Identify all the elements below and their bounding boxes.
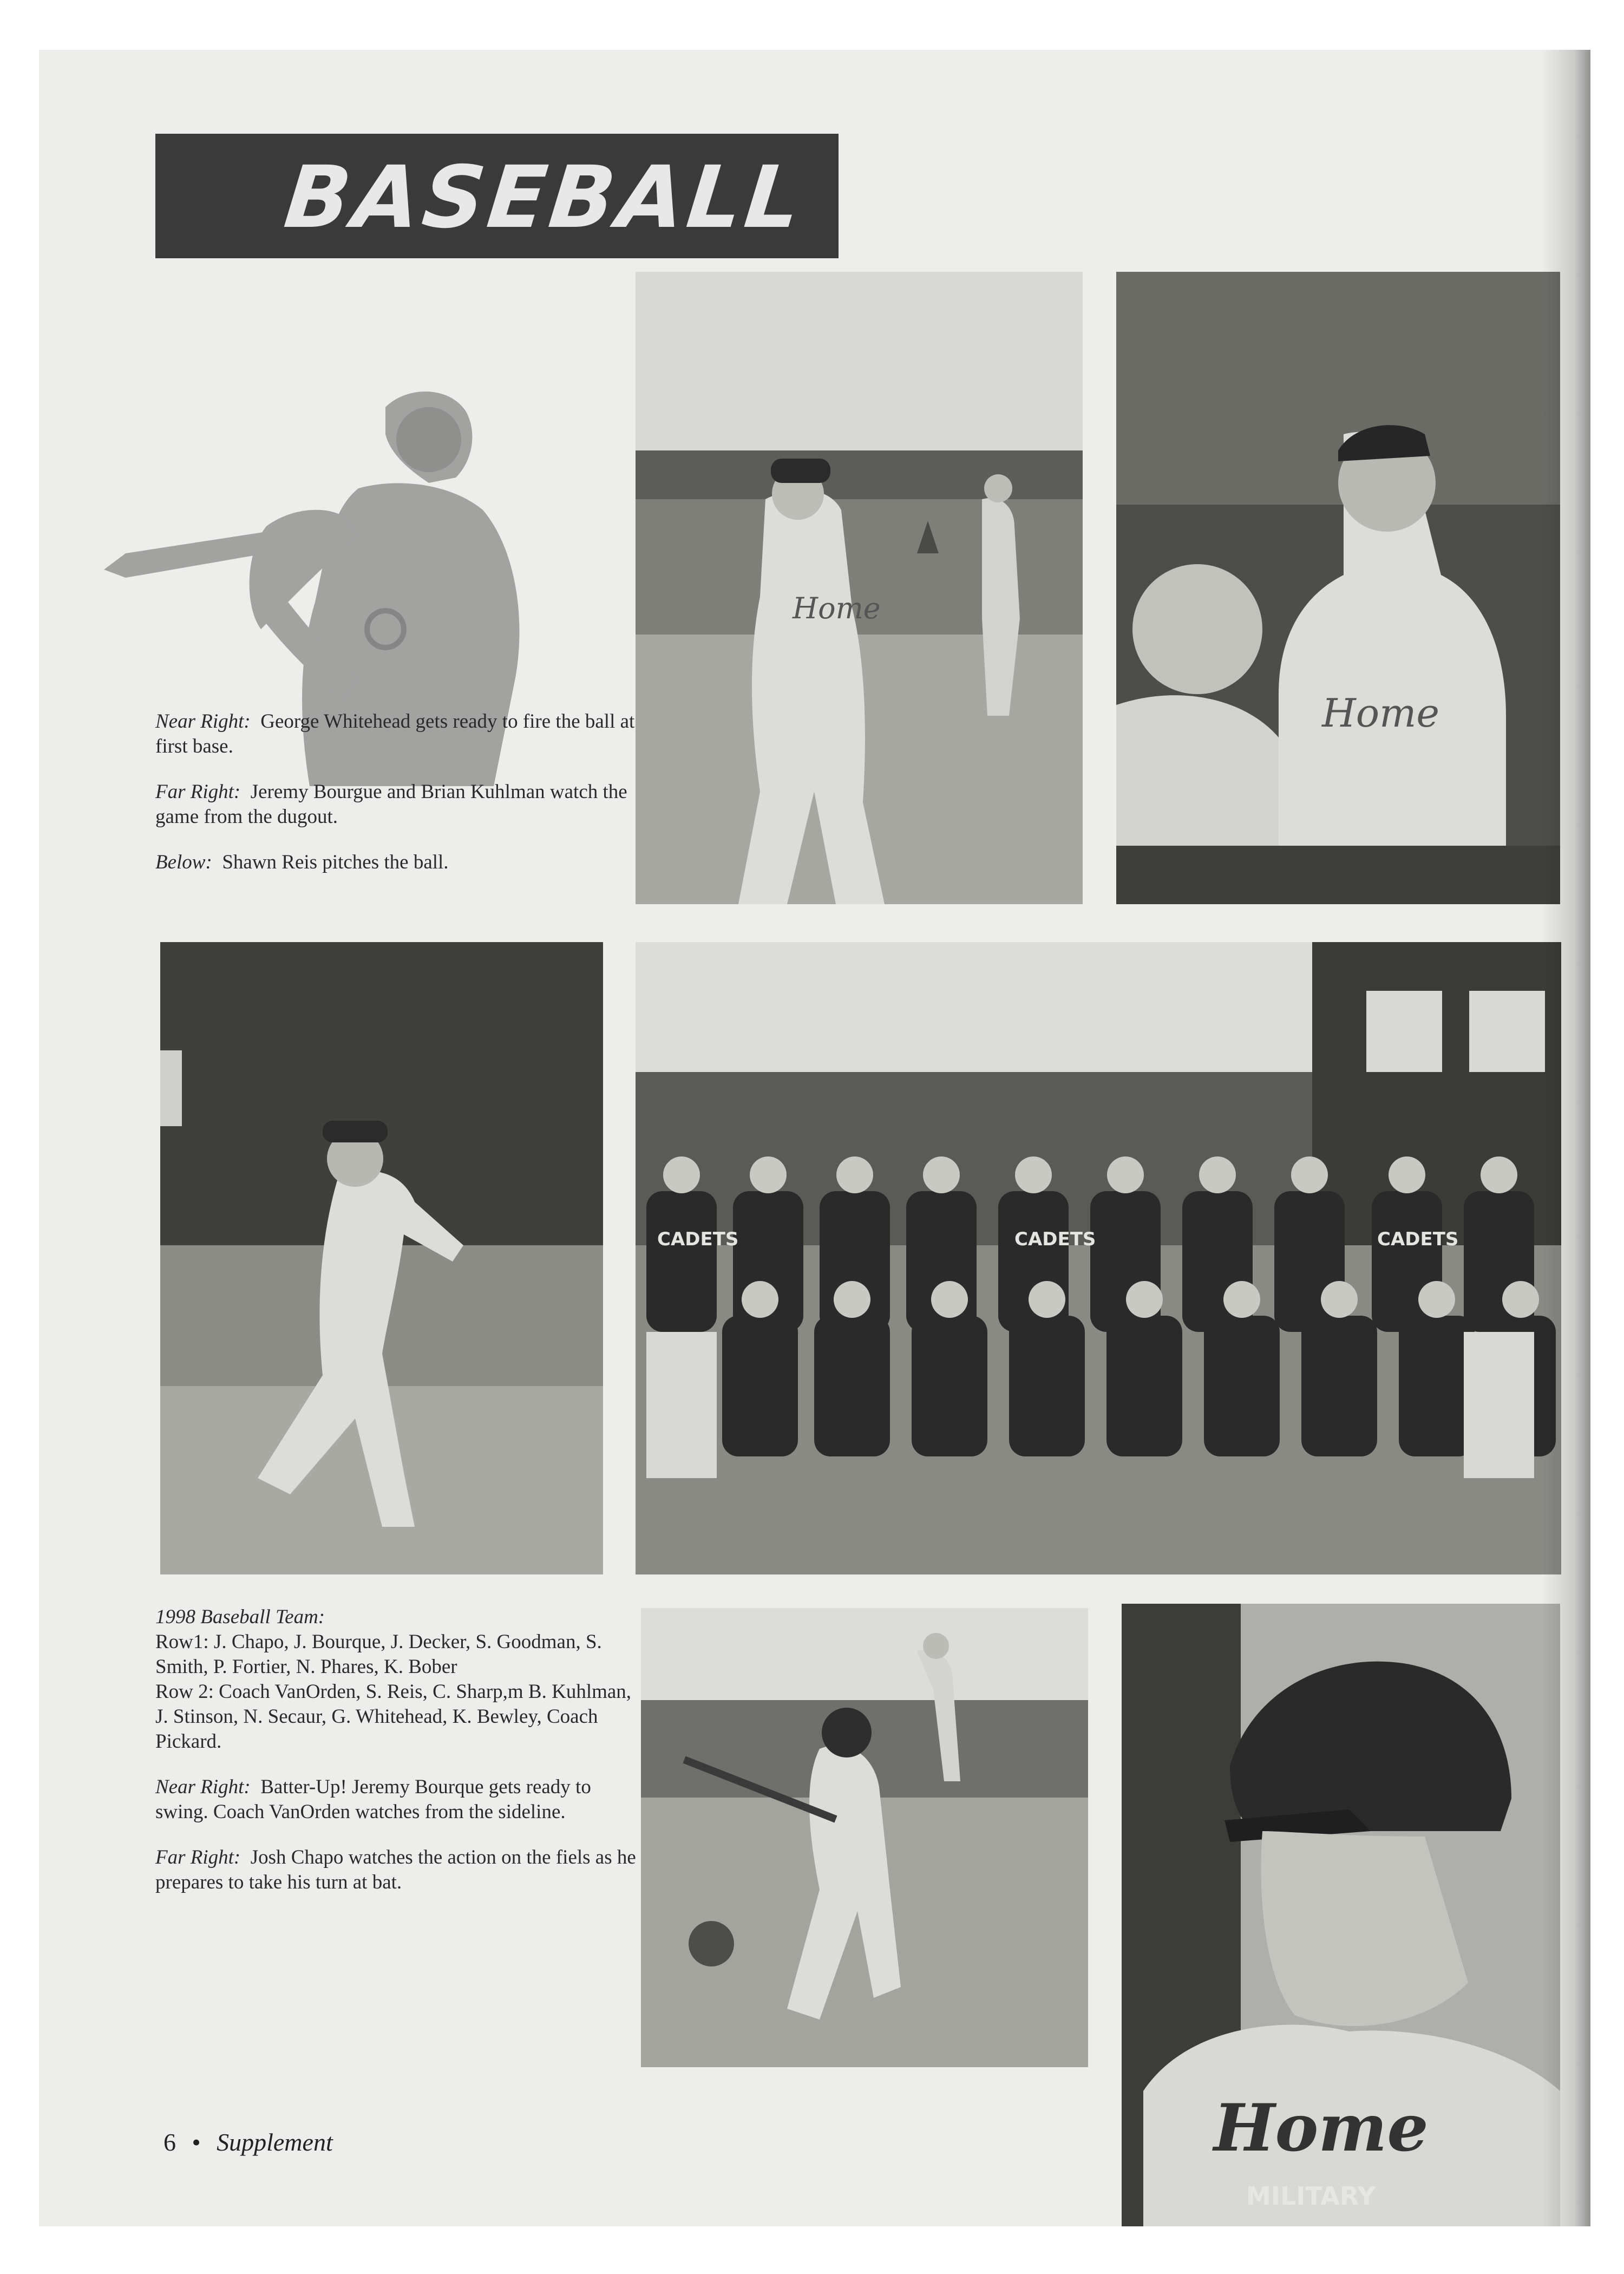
caption-below: Below: Shawn Reis pitches the ball. bbox=[155, 851, 449, 873]
jersey-text-cadets-3: CADETS bbox=[1377, 1229, 1459, 1250]
photo-dugout bbox=[1116, 272, 1560, 904]
caption-batter-near-right: Near Right: Batter-Up! Jeremy Bourque gets ready to swing. Coach VanOrden watches from the sideline. bbox=[155, 1776, 591, 1823]
caption-block-top bbox=[155, 709, 643, 896]
section-title: BASEBALL bbox=[280, 148, 809, 247]
jersey-text-cadets: CADETS bbox=[657, 1229, 739, 1250]
photo-pitcher bbox=[160, 942, 603, 1574]
photo-team bbox=[636, 942, 1561, 1574]
team-caption-heading: 1998 Baseball Team: bbox=[155, 1606, 325, 1628]
page-number: 6 bbox=[163, 2128, 176, 2156]
photo-player-helmet bbox=[1122, 1604, 1560, 2226]
caption-near-right: Near Right: George Whitehead gets ready to fire the ball at first base. bbox=[155, 710, 635, 757]
jersey-text-military: MILITARY bbox=[1246, 2181, 1376, 2211]
team-caption-row2: Row 2: Coach VanOrden, S. Reis, C. Sharp,m B. Kuhlman, J. Stinson, N. Secaur, G. Whitehead, K. Bewley, Coach Pickard. bbox=[155, 1681, 632, 1753]
jersey-text-cadets-2: CADETS bbox=[1014, 1229, 1096, 1250]
footer-separator: • bbox=[192, 2128, 201, 2156]
section-title-banner bbox=[155, 134, 839, 258]
jersey-text-home-helmet: Home bbox=[1214, 2090, 1429, 2166]
team-caption-row1: Row1: J. Chapo, J. Bourque, J. Decker, S. Goodman, S. Smith, P. Fortier, N. Phares, K. Bober bbox=[155, 1631, 602, 1678]
caption-far-right: Far Right: Jeremy Bourgue and Brian Kuhlman watch the game from the dugout. bbox=[155, 781, 627, 828]
page-footer bbox=[163, 2128, 333, 2157]
jersey-text-home: Home bbox=[793, 591, 881, 625]
caption-batter-far-right: Far Right: Josh Chapo watches the action on the fiels as he prepares to take his turn at bat. bbox=[155, 1846, 636, 1893]
yearbook-page bbox=[39, 50, 1590, 2226]
jersey-text-home-dugout: Home bbox=[1322, 690, 1440, 736]
section-name: Supplement bbox=[217, 2128, 333, 2156]
caption-block-team bbox=[155, 1605, 643, 1916]
photo-fielder-throwing bbox=[636, 272, 1083, 904]
photo-batter bbox=[641, 1608, 1088, 2067]
